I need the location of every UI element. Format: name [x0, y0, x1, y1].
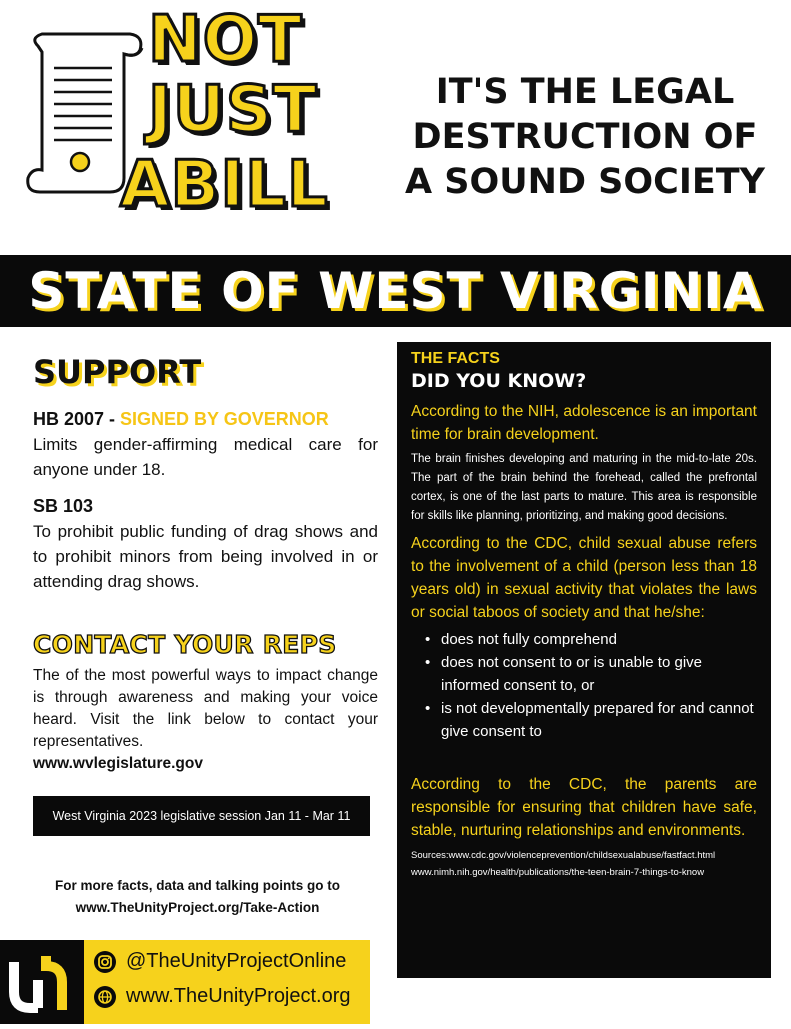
bill-sb103-code: SB 103: [33, 496, 94, 516]
more-facts-line: For more facts, data and talking points go to: [54, 878, 341, 893]
globe-icon: [94, 986, 116, 1008]
logo-word-not: NOT: [148, 3, 303, 77]
state-banner-text: STATE OF WEST VIRGINIA: [28, 262, 763, 320]
website-row[interactable]: [94, 985, 351, 1008]
session-box: West Virginia 2023 legislative session Jan 11 - Mar 11: [33, 796, 370, 836]
bill-hb2007-desc: Limits gender-affirming medical care for anyone under 18.: [33, 435, 378, 479]
headline-line-3: A SOUND SOCIETY: [405, 162, 765, 202]
bill-hb2007-code: HB 2007 -: [33, 409, 121, 429]
headline-line-1: IT'S THE LEGAL: [435, 72, 735, 112]
not-just-a-bill-logo: [20, 3, 365, 236]
contact-title: CONTACT YOUR REPS: [33, 630, 337, 659]
contact-text: The of the most powerful ways to impact change is through awareness and making your voice heard. Visit the link below to contact your representatives.: [33, 667, 378, 750]
unity-project-logo: [0, 940, 84, 1024]
list-item: • is not developmentally prepared for and cannot give consent to: [411, 697, 757, 743]
facts-label: THE FACTS: [411, 350, 500, 367]
bill-hb2007: [33, 409, 378, 430]
social-row[interactable]: [94, 950, 346, 973]
website-url: www.TheUnityProject.org: [126, 985, 351, 1007]
facts-cdc-parents: According to the CDC, the parents are responsible for ensuring that children have safe, stable, nurturing relationships and environments.: [411, 776, 757, 839]
bill-hb2007-status: SIGNED BY GOVERNOR: [120, 409, 329, 429]
legislature-link[interactable]: www.wvlegislature.gov: [33, 755, 203, 772]
facts-source-2[interactable]: www.nimh.nih.gov/health/publications/the-teen-brain-7-things-to-know: [411, 867, 705, 878]
list-item: • does not fully comprehend: [411, 628, 757, 651]
take-action-link[interactable]: www.TheUnityProject.org/Take-Action: [75, 900, 320, 915]
facts-cdc-abuse: According to the CDC, child sexual abuse refers to the involvement of a child (person less than 18 years old) in sexual activity that violates the laws or social taboos of society and that he/she:: [411, 535, 757, 621]
logo-word-just: JUST: [148, 73, 318, 147]
facts-brain-detail: The brain finishes developing and maturing in the mid-to-late 20s. The part of the brain behind the forehead, called the prefrontal cortex, is one of the last parts to mature. This area is responsible for skills like planning, prioritizing, and making good decisions.: [411, 453, 757, 522]
logo-word-abill: ABILL: [120, 148, 329, 222]
instagram-icon: [94, 951, 116, 973]
support-title: SUPPORT: [33, 353, 202, 391]
unity-logo-icon: [0, 940, 84, 1024]
facts-nih-intro: According to the NIH, adolescence is an important time for brain development.: [411, 403, 757, 443]
headline-line-2: DESTRUCTION OF: [412, 117, 758, 157]
facts-bullet-list: [411, 628, 757, 743]
headline: [380, 70, 790, 205]
bill-sb103-desc: To prohibit public funding of drag shows and to prohibit minors from being involved in or attending drag shows.: [33, 522, 378, 591]
footer-bar: [84, 940, 370, 1024]
state-banner: [0, 255, 791, 327]
facts-source-1[interactable]: Sources:www.cdc.gov/violenceprevention/childsexualabuse/fastfact.html: [411, 850, 716, 861]
facts-title: DID YOU KNOW?: [411, 370, 587, 392]
list-item: • does not consent to or is unable to give informed consent to, or: [411, 651, 757, 697]
support-section: [33, 345, 378, 773]
facts-panel: [397, 342, 771, 978]
more-facts: [25, 875, 370, 919]
social-handle: @TheUnityProjectOnline: [126, 950, 347, 972]
facts-content: [411, 350, 757, 880]
